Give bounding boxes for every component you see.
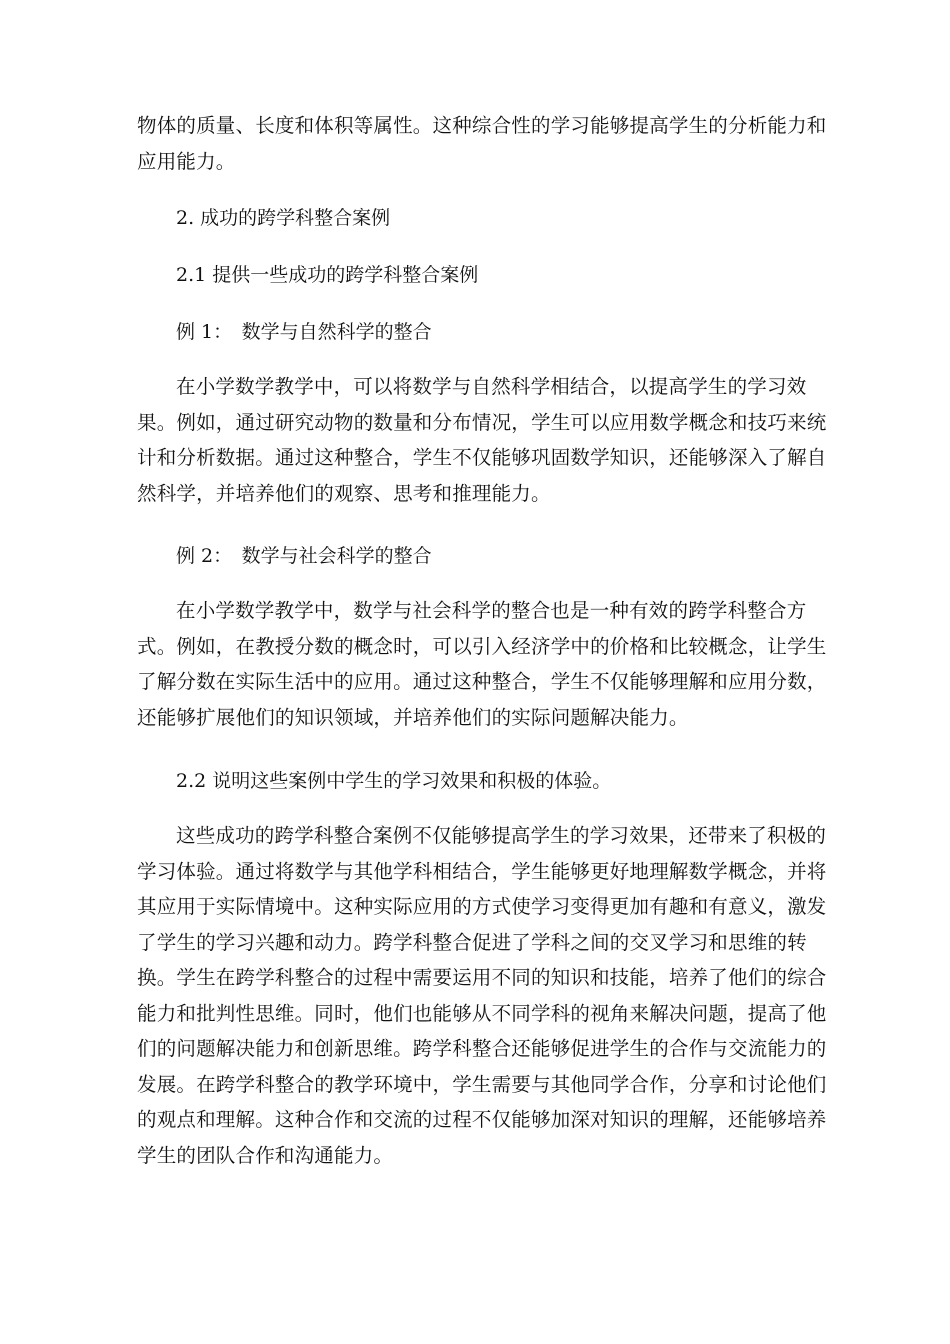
example-2-heading: 例 2： 数学与社会科学的整合 [176,545,432,567]
section-2-heading: 2. 成功的跨学科整合案例 [176,207,391,229]
section-2-1-heading: 2.1 提供一些成功的跨学科整合案例 [176,264,479,286]
example-2-paragraph: 在小学数学教学中，数学与社会科学的整合也是一种有效的跨学科整合方式。例如，在教授分数的概念时，可以引入经济学中的价格和比较概念，让学生了解分数在实际生活中的应用。通过这种整合，学生不仅能够理解和应用分数，还能够扩展他们的知识领域，并培养他们的实际问题解决能力。 [137,599,827,729]
section-2-2-paragraph: 这些成功的跨学科整合案例不仅能够提高学生的学习效果，还带来了积极的学习体验。通过将数学与其他学科相结合，学生能够更好地理解数学概念，并将其应用于实际情境中。这种实际应用的方式使学习变得更加有趣和有意义，激发了学生的学习兴趣和动力。跨学科整合促进了学科之间的交叉学习和思维的转换。学生在跨学科整合的过程中需要运用不同的知识和技能，培养了他们的综合能力和批判性思维。同时，他们也能够从不同学科的视角来解决问题，提高了他们的问题解决能力和创新思维。跨学科整合还能够促进学生的合作与交流能力的发展。在跨学科整合的教学环境中，学生需要与其他同学合作，分享和讨论他们的观点和理解。这种合作和交流的过程不仅能够加深对知识的理解，还能够培养学生的团队合作和沟通能力。 [137,824,827,1167]
section-2-2-heading: 2.2 说明这些案例中学生的学习效果和积极的体验。 [176,770,612,792]
example-1-heading: 例 1： 数学与自然科学的整合 [176,321,432,343]
continuation-paragraph: 物体的质量、长度和体积等属性。这种综合性的学习能够提高学生的分析能力和应用能力。 [137,114,827,173]
example-1-paragraph: 在小学数学教学中，可以将数学与自然科学相结合，以提高学生的学习效果。例如，通过研究动物的数量和分布情况，学生可以应用数学概念和技巧来统计和分析数据。通过这种整合，学生不仅能够巩固数学知识，还能够深入了解自然科学，并培养他们的观察、思考和推理能力。 [137,375,827,505]
